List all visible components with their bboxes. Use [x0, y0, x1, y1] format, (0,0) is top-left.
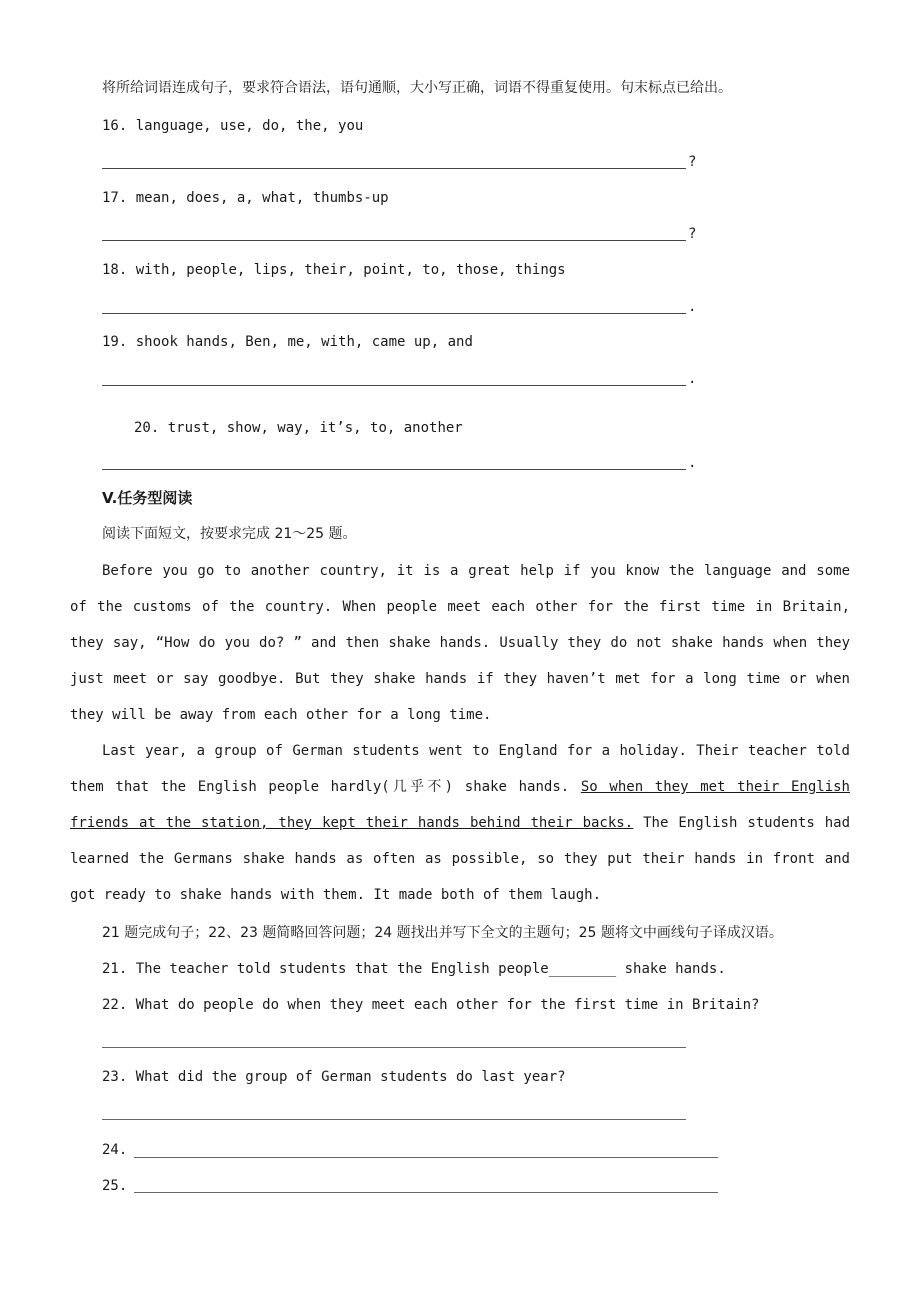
end-punct-17: ? [688, 226, 697, 242]
passage-paragraph-1: Before you go to another country, it is a great help if you know the language and some of the customs of the country. When people meet each other for the first time in Britain, they say, “How do you do? ” and then shake hands. Usually they do not shake hands when they just meet or say goodbye. But they shake hands if they haven’t met for a long time or when they will be away from each other for a long time. [70, 563, 850, 723]
answer-blank-16[interactable] [102, 168, 686, 169]
paragraph-2-intro: Last year, a group of German students went to England for a holiday. Their teacher told them that the English people hardly(几乎不) shake hands. [70, 743, 850, 795]
question-24-number: 24. [102, 1142, 128, 1158]
underlined-sentence: So when they met their English friends at the station, they kept their hands behind their backs. [70, 779, 850, 831]
item-19 [102, 332, 473, 352]
item-number: 17. [102, 190, 128, 206]
end-punct-20: . [688, 455, 697, 471]
question-21-blank[interactable]: ________ [548, 961, 617, 977]
answer-blank-20[interactable] [102, 469, 686, 470]
question-22: 22. What do people do when they meet each other for the first time in Britain? [102, 997, 760, 1013]
item-number: 19. [102, 334, 128, 350]
end-punct-18: . [688, 299, 697, 315]
question-21-text: 21. The teacher told students that the English people [102, 961, 549, 977]
item-words: language, use, do, the, you [135, 118, 364, 134]
answer-blank-19[interactable] [102, 385, 686, 386]
item-18 [102, 260, 566, 280]
paragraph-2-rest: The English students had learned the Germans shake hands as often as possible, so they put their hands in front and got ready to shake hands with them. It made both of them laugh. [70, 815, 850, 903]
answer-blank-18[interactable] [102, 313, 686, 314]
answer-line-25[interactable] [134, 1192, 718, 1193]
reading-passage [70, 553, 850, 913]
section5-heading: V.任务型阅读 [102, 489, 193, 507]
question-23: 23. What did the group of German students do last year? [102, 1069, 566, 1085]
task-instruction: 21 题完成句子；22、23 题简略回答问题；24 题找出并写下全文的主题句；25 题将文中画线句子译成汉语。 [102, 925, 783, 941]
item-words: trust, show, way, it’s, to, another [167, 420, 463, 436]
question-25-number: 25. [102, 1178, 128, 1194]
item-words: mean, does, a, what, thumbs-up [135, 190, 389, 206]
item-number: 20. [134, 420, 160, 436]
item-16 [102, 116, 363, 136]
answer-line-24[interactable] [134, 1157, 718, 1158]
item-number: 16. [102, 118, 128, 134]
section5-instruction: 阅读下面短文，按要求完成 21～25 题。 [102, 526, 357, 542]
answer-line-23[interactable] [102, 1119, 686, 1120]
item-17 [102, 188, 389, 208]
end-punct-16: ? [688, 154, 697, 170]
answer-line-22[interactable] [102, 1047, 686, 1048]
answer-blank-17[interactable] [102, 240, 686, 241]
item-words: shook hands, Ben, me, with, came up, and [135, 334, 473, 350]
end-punct-19: . [688, 371, 697, 387]
item-words: with, people, lips, their, point, to, those, things [135, 262, 566, 278]
question-21 [102, 959, 726, 979]
question-21-end: shake hands. [616, 961, 726, 977]
passage-paragraph-2 [70, 733, 850, 913]
section4-instruction: 将所给词语连成句子，要求符合语法，语句通顺，大小写正确，词语不得重复使用。句末标点已给出。 [102, 80, 732, 96]
item-number: 18. [102, 262, 128, 278]
item-20 [134, 418, 463, 438]
